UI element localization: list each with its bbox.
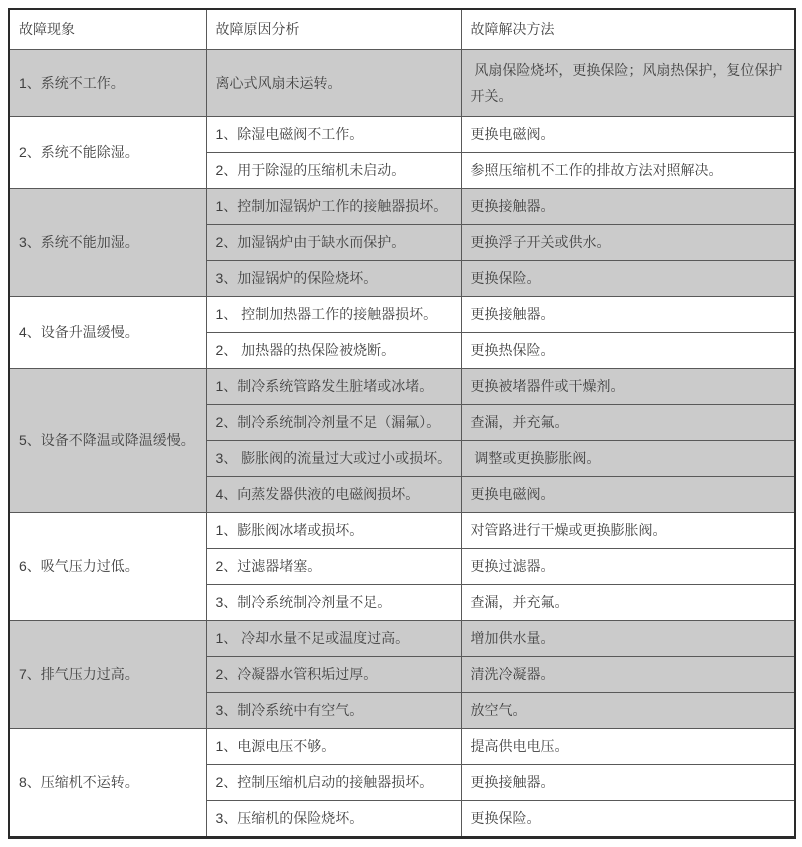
solution-cell: 参照压缩机不工作的排故方法对照解决。	[461, 153, 795, 189]
cause-cell: 1、电源电压不够。	[206, 729, 461, 765]
cause-cell: 2、 加热器的热保险被烧断。	[206, 333, 461, 369]
phenomenon-cell: 7、排气压力过高。	[9, 621, 206, 729]
cause-cell: 3、制冷系统制冷剂量不足。	[206, 585, 461, 621]
solution-cell: 更换接触器。	[461, 189, 795, 225]
phenomenon-cell: 5、设备不降温或降温缓慢。	[9, 369, 206, 513]
solution-cell: 更换电磁阀。	[461, 477, 795, 513]
phenomenon-cell: 4、设备升温缓慢。	[9, 297, 206, 369]
cause-cell: 2、过滤器堵塞。	[206, 549, 461, 585]
solution-cell: 更换过滤器。	[461, 549, 795, 585]
solution-cell: 查漏，并充氟。	[461, 585, 795, 621]
solution-cell: 更换保险。	[461, 801, 795, 838]
cause-cell: 1、除湿电磁阀不工作。	[206, 117, 461, 153]
cause-cell: 2、制冷系统制冷剂量不足（漏氟）。	[206, 405, 461, 441]
solution-cell: 更换接触器。	[461, 297, 795, 333]
cause-cell: 3、加湿锅炉的保险烧坏。	[206, 261, 461, 297]
table-row	[9, 513, 795, 549]
header-row	[9, 9, 795, 50]
cause-cell: 1、 控制加热器工作的接触器损坏。	[206, 297, 461, 333]
cause-cell: 2、冷凝器水管积垢过厚。	[206, 657, 461, 693]
table-row	[9, 50, 795, 117]
solution-cell: 更换电磁阀。	[461, 117, 795, 153]
header-phenomenon: 故障现象	[9, 9, 206, 50]
solution-cell: 更换保险。	[461, 261, 795, 297]
cause-cell: 离心式风扇未运转。	[206, 50, 461, 117]
cause-cell: 1、控制加湿锅炉工作的接触器损坏。	[206, 189, 461, 225]
solution-cell: 提高供电电压。	[461, 729, 795, 765]
solution-cell: 增加供水量。	[461, 621, 795, 657]
cause-cell: 3、制冷系统中有空气。	[206, 693, 461, 729]
fault-table	[8, 8, 796, 839]
cause-cell: 1、 冷却水量不足或温度过高。	[206, 621, 461, 657]
cause-cell: 2、加湿锅炉由于缺水而保护。	[206, 225, 461, 261]
solution-cell: 更换被堵器件或干燥剂。	[461, 369, 795, 405]
table-row	[9, 297, 795, 333]
header-cause: 故障原因分析	[206, 9, 461, 50]
table-row	[9, 729, 795, 765]
solution-cell: 放空气。	[461, 693, 795, 729]
solution-cell: 风扇保险烧坏，更换保险；风扇热保护，复位保护开关。	[461, 50, 795, 117]
cause-cell: 3、压缩机的保险烧坏。	[206, 801, 461, 838]
solution-cell: 更换热保险。	[461, 333, 795, 369]
table-row	[9, 369, 795, 405]
phenomenon-cell: 3、系统不能加湿。	[9, 189, 206, 297]
cause-cell: 1、膨胀阀冰堵或损坏。	[206, 513, 461, 549]
phenomenon-cell: 1、系统不工作。	[9, 50, 206, 117]
header-solution: 故障解决方法	[461, 9, 795, 50]
cause-cell: 4、向蒸发器供液的电磁阀损坏。	[206, 477, 461, 513]
phenomenon-cell: 2、系统不能除湿。	[9, 117, 206, 189]
cause-cell: 3、 膨胀阀的流量过大或过小或损坏。	[206, 441, 461, 477]
cause-cell: 1、制冷系统管路发生脏堵或冰堵。	[206, 369, 461, 405]
solution-cell: 对管路进行干燥或更换膨胀阀。	[461, 513, 795, 549]
phenomenon-cell: 8、压缩机不运转。	[9, 729, 206, 838]
table-row	[9, 621, 795, 657]
table-row	[9, 189, 795, 225]
cause-cell: 2、用于除湿的压缩机未启动。	[206, 153, 461, 189]
solution-cell: 清洗冷凝器。	[461, 657, 795, 693]
fault-table-body	[9, 50, 795, 838]
table-row	[9, 117, 795, 153]
solution-cell: 更换接触器。	[461, 765, 795, 801]
solution-cell: 更换浮子开关或供水。	[461, 225, 795, 261]
cause-cell: 2、控制压缩机启动的接触器损坏。	[206, 765, 461, 801]
phenomenon-cell: 6、吸气压力过低。	[9, 513, 206, 621]
solution-cell: 调整或更换膨胀阀。	[461, 441, 795, 477]
solution-cell: 查漏，并充氟。	[461, 405, 795, 441]
